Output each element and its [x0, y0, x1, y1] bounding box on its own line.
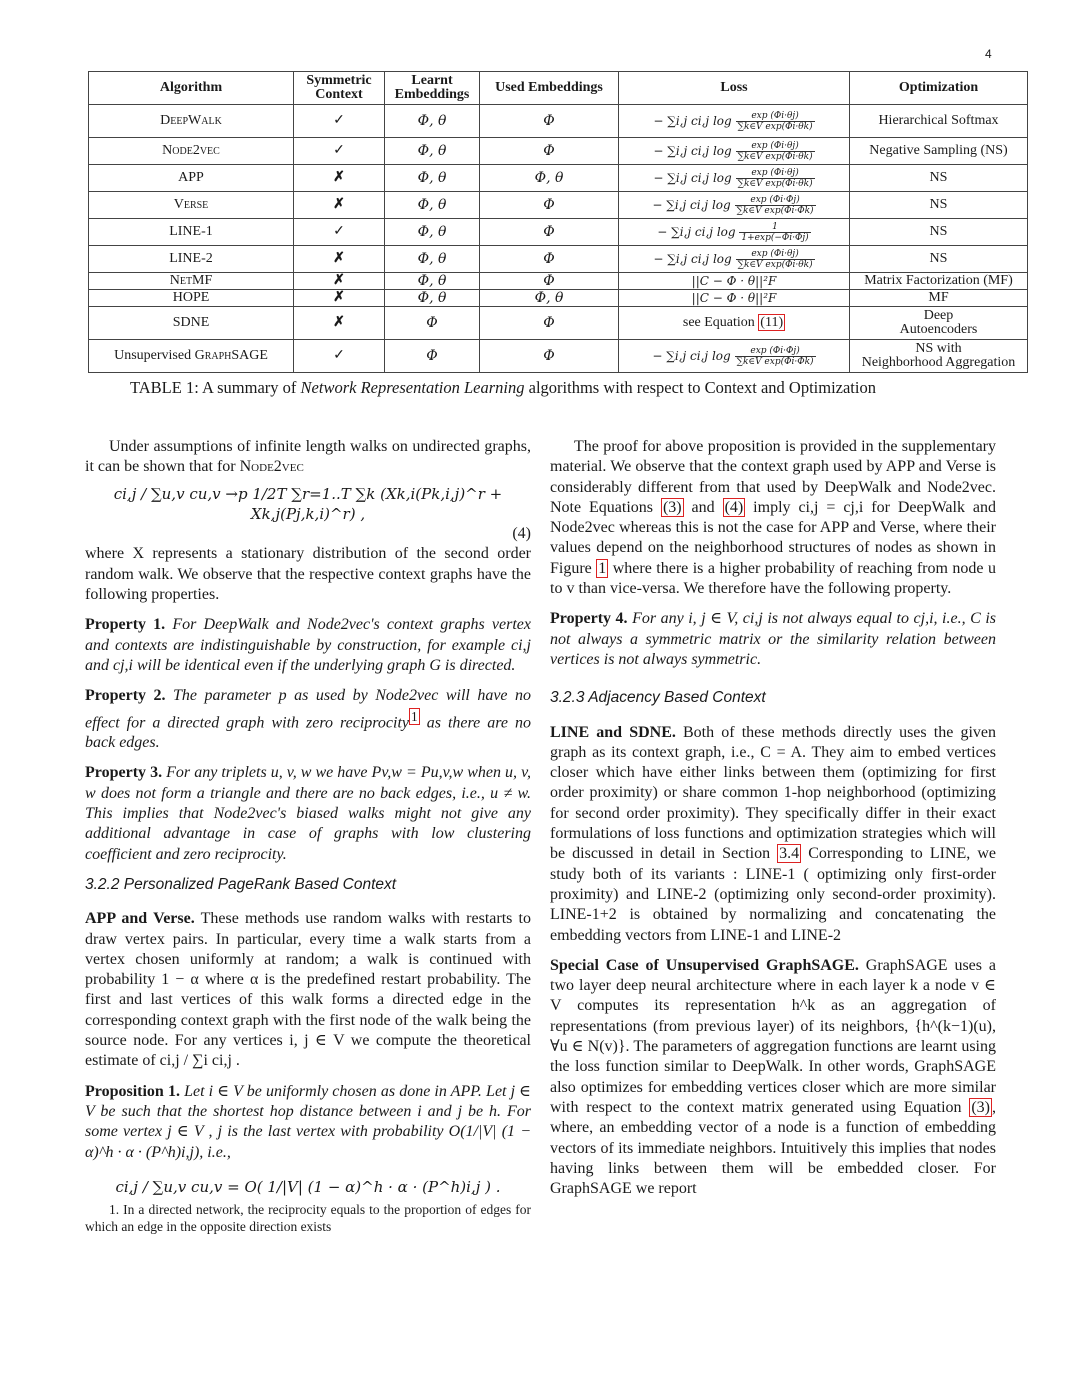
paragraph-stationary: where X represents a stationary distribution of the second order random walk. We observe that the respective context graphs have the following properties. — [85, 545, 531, 604]
loss-fraction — [736, 141, 815, 162]
cell-used: Φ, θ — [480, 165, 619, 192]
optimization-line-2: Neighborhood Aggregation — [861, 355, 1016, 370]
table-caption — [130, 378, 876, 398]
loss-numerator: exp (Φi·Φj) — [735, 346, 816, 357]
cell-algorithm: HOPE — [89, 290, 294, 307]
cell-loss — [619, 307, 850, 340]
proof-text-b: and — [683, 498, 723, 516]
property-2-text-end: as there are no back edges. — [85, 713, 531, 752]
cell-learnt: Φ, θ — [385, 138, 480, 165]
proposition-1-label: Proposition 1. — [85, 1082, 180, 1100]
table-row — [89, 307, 1028, 340]
cell-algorithm — [89, 340, 294, 373]
header-algorithm: Algorithm — [89, 72, 294, 105]
cell-optimization: Hierarchical Softmax — [850, 105, 1028, 138]
cell-learnt: Φ, θ — [385, 290, 480, 307]
intro-node2vec: Node2vec — [239, 458, 304, 476]
loss-fraction — [736, 111, 815, 132]
algorithm-name: GraphSAGE — [194, 348, 268, 363]
equation-ref-link[interactable]: (11) — [760, 315, 784, 330]
table-header-row — [89, 72, 1028, 105]
cross-icon: ✗ — [294, 290, 385, 307]
table-row — [89, 290, 1028, 307]
header-learnt-embeddings: Learnt Embeddings — [385, 72, 480, 105]
optimization-line-2: Autoencoders — [899, 322, 978, 337]
loss-prefix: − ∑i,j ci,j log — [653, 113, 732, 128]
property-4-label: Property 4. — [550, 610, 628, 628]
cell-algorithm: DeepWalk — [89, 105, 294, 138]
caption-suffix: algorithms with respect to Context and Optimization — [524, 378, 876, 397]
section-heading-3-2-2: 3.2.2 Personalized PageRank Based Context — [85, 875, 397, 893]
loss-denominator: ∑k∈V exp(Φi·θk) — [737, 178, 813, 189]
property-1-text: For DeepWalk and Node2vec's context graphs vertex and contexts are indistinguishable by construction, for example ci,j and cj,i will be identical even if the underlying graph G is directed. — [85, 616, 531, 674]
intro-text: Under assumptions of infinite length walks on undirected graphs, it can be shown that for — [85, 438, 531, 476]
optimization-line-1: Deep — [923, 308, 954, 323]
cell-used: Φ — [480, 219, 619, 246]
cross-icon: ✗ — [294, 192, 385, 219]
caption-prefix: TABLE 1: A summary of — [130, 378, 301, 397]
proof-text-a: The proof for above proposition is provided in the supplementary material. We observe that the context graph used by APP and Verse is considerably different from that used by DeepWalk and Node2vec. Note Equations — [550, 438, 996, 516]
loss-numerator: exp (Φi·θj) — [736, 249, 815, 260]
proof-text-d: where there is a higher probability of reaching from node u to v than vice-versa. We therefore have the following property. — [550, 559, 996, 598]
app-verse-text: These methods use random walks with restarts to draw vertex pairs. In particular, every time a walk starts from a vertex chosen uniformly at random; a walk is continued with probability 1 − α where α is the predefined restart probability. The first and last vertices of this walk forms a directed edge in the corresponding context graph with the first node of the walk being the source node. For any vertices i, j ∈ V we compute the theoretical estimate of ci,j / ∑i ci,j . — [85, 910, 532, 1070]
cell-loss — [619, 246, 850, 273]
section-3-4-ref-link[interactable]: 3.4 — [779, 845, 800, 863]
cell-learnt: Φ — [385, 340, 480, 373]
check-icon: ✓ — [294, 138, 385, 165]
loss-denominator: 1+exp(−Φi·Φj) — [741, 232, 809, 243]
cell-learnt: Φ — [385, 307, 480, 340]
cell-used: Φ — [480, 273, 619, 290]
cross-icon: ✗ — [294, 307, 385, 340]
equation-3-ref-link[interactable]: (3) — [662, 498, 682, 516]
property-3-text: For any triplets u, v, w we have Pv,w = Pu,v,w when u, v, w does not form a triangle and there are no back edges, i.e., u ≠ w. This implies that Node2vec's biased walks might not give any additional advantage in case of graphs with low clustering coefficient and zero reciprocity. — [85, 764, 532, 863]
cell-optimization: MF — [850, 290, 1028, 307]
loss-prefix: − ∑i,j ci,j log — [652, 197, 731, 212]
proposition-1 — [85, 1082, 531, 1163]
cell-used: Φ — [480, 105, 619, 138]
property-1 — [85, 615, 531, 676]
property-4 — [550, 609, 996, 670]
cell-learnt: Φ, θ — [385, 273, 480, 290]
table-row — [89, 340, 1028, 373]
loss-fraction — [739, 222, 810, 243]
table-row — [89, 219, 1028, 246]
cell-loss — [619, 138, 850, 165]
cell-optimization — [850, 307, 1028, 340]
cell-loss — [619, 192, 850, 219]
equation-4-number: (4) — [512, 525, 531, 543]
table-row — [89, 246, 1028, 273]
loss-prefix: − ∑i,j ci,j log — [652, 348, 731, 363]
paragraph-line-sdne — [550, 723, 996, 946]
equation-4 — [85, 484, 531, 525]
header-symmetric-context: Symmetric Context — [294, 72, 385, 105]
loss-denominator: ∑k∈V exp(Φi·Φk) — [736, 205, 814, 216]
cell-loss — [619, 219, 850, 246]
cell-loss — [619, 165, 850, 192]
loss-fraction — [736, 168, 815, 189]
section-heading-3-2-3: 3.2.3 Adjacency Based Context — [550, 689, 766, 707]
loss-numerator: 1 — [739, 222, 810, 233]
optimization-line-1: NS with — [915, 341, 962, 356]
left-column — [85, 437, 531, 1235]
cell-optimization: Negative Sampling (NS) — [850, 138, 1028, 165]
cell-used: Φ — [480, 246, 619, 273]
line-sdne-label: LINE and SDNE. — [550, 723, 676, 741]
algorithm-prefix: Unsupervised — [114, 348, 195, 363]
graphsage-text-b: , where, an embedding vector of a node is a function of embedding vectors of its immediate neighbors. Intuitively this implies that nodes having links between them will be embedded closer. For GraphSAGE we report — [550, 1098, 996, 1198]
loss-text: see Equation — [682, 315, 755, 330]
equation-4-body: ci,j / ∑u,v cu,v →p 1/2T ∑r=1..T ∑k (Xk,i(Pk,i,j)^r + Xk,j(Pj,k,i)^r) , — [113, 484, 503, 523]
property-2-text: The parameter p as used by Node2vec will have no effect for a directed graph with zero reciprocity — [85, 687, 532, 731]
figure-1-ref-link[interactable]: 1 — [598, 559, 607, 577]
cell-algorithm: NetMF — [89, 273, 294, 290]
loss-fraction — [735, 346, 816, 367]
cell-optimization: NS — [850, 192, 1028, 219]
property-4-text: For any i, j ∈ V, ci,j is not always equal to cj,i, i.e., C is not always a symmetric matrix or the similarity relation between vertices is not always symmetric. — [550, 610, 996, 668]
equation-4-ref-link[interactable]: (4) — [724, 498, 744, 516]
cross-icon: ✗ — [294, 246, 385, 273]
cell-loss: ||C − Φ · θ||²F — [619, 273, 850, 290]
loss-numerator: exp (Φi·θj) — [736, 168, 815, 179]
cross-icon: ✗ — [294, 273, 385, 290]
header-optimization: Optimization — [850, 72, 1028, 105]
cell-learnt: Φ, θ — [385, 219, 480, 246]
loss-numerator: exp (Φi·θj) — [736, 141, 815, 152]
cell-algorithm: SDNE — [89, 307, 294, 340]
loss-denominator: ∑k∈V exp(Φi·Φk) — [736, 356, 814, 367]
paragraph-proof — [550, 437, 996, 599]
loss-denominator: ∑k∈V exp(Φi·θk) — [737, 151, 813, 162]
page-number: 4 — [985, 47, 992, 61]
loss-prefix: − ∑i,j ci,j log — [653, 170, 732, 185]
property-2 — [85, 686, 531, 753]
header-used-embeddings: Used Embeddings — [480, 72, 619, 105]
cell-algorithm: LINE-2 — [89, 246, 294, 273]
check-icon: ✓ — [294, 219, 385, 246]
cell-optimization — [850, 340, 1028, 373]
loss-prefix: − ∑i,j ci,j log — [653, 143, 732, 158]
cell-algorithm: LINE-1 — [89, 219, 294, 246]
proposition-1-text: Let i ∈ V be uniformly chosen as done in APP. Let j ∈ V be such that the shortest hop distance between i and j be h. For some vertex j ∈ V , j is the last vertex with probability O(1/|V| (1 − α)^h · α · (P^h)i,j), i.e., — [85, 1082, 532, 1161]
cross-icon: ✗ — [294, 165, 385, 192]
property-3 — [85, 763, 531, 864]
cell-algorithm: Verse — [89, 192, 294, 219]
cell-loss: ||C − Φ · θ||²F — [619, 290, 850, 307]
header-loss: Loss — [619, 72, 850, 105]
loss-prefix: − ∑i,j ci,j log — [653, 251, 732, 266]
app-verse-label: APP and Verse. — [85, 910, 195, 928]
cell-used: Φ — [480, 340, 619, 373]
loss-prefix: − ∑i,j ci,j log — [657, 224, 736, 239]
cell-optimization: NS — [850, 246, 1028, 273]
cell-used: Φ — [480, 138, 619, 165]
cell-used: Φ — [480, 192, 619, 219]
cell-learnt: Φ, θ — [385, 246, 480, 273]
cell-optimization: NS — [850, 165, 1028, 192]
check-icon: ✓ — [294, 340, 385, 373]
paragraph-graphsage — [550, 956, 996, 1200]
graphsage-text-a: GraphSAGE uses a two layer deep neural architecture where in each layer k a node v ∈ V computes its representation h^k as an aggregation of representations (from previous layer) of its neighbors, {h^(k−1)(u), ∀u ∈ N(v)}. The parameters of aggregation functions are learnt using the loss function similar to DeepWalk. In other words, GraphSAGE also optimizes for embedding vertices closer which are more similar with respect to the context matrix generated using Equation — [550, 956, 997, 1116]
cell-algorithm: Node2vec — [89, 138, 294, 165]
footnote-1: 1. In a directed network, the reciprocity equals to the proportion of edges for which an edge in the opposite direction exists — [85, 1202, 531, 1235]
loss-fraction — [735, 195, 816, 216]
loss-denominator: ∑k∈V exp(Φi·θk) — [737, 121, 813, 132]
property-1-label: Property 1. — [85, 616, 166, 634]
loss-numerator: exp (Φi·Φj) — [735, 195, 816, 206]
cell-loss — [619, 105, 850, 138]
cell-optimization: Matrix Factorization (MF) — [850, 273, 1028, 290]
cell-used: Φ, θ — [480, 290, 619, 307]
table-row — [89, 192, 1028, 219]
cell-loss — [619, 340, 850, 373]
cell-algorithm: APP — [89, 165, 294, 192]
proposition-equation: ci,j / ∑u,v cu,v = O( 1/|V| (1 − α)^h · α · (P^h)i,j ) . — [115, 1177, 501, 1196]
loss-numerator: exp (Φi·θj) — [736, 111, 815, 122]
summary-table — [88, 71, 1028, 373]
table-row — [89, 138, 1028, 165]
cell-used: Φ — [480, 307, 619, 340]
cell-learnt: Φ, θ — [385, 105, 480, 138]
loss-denominator: ∑k∈V exp(Φi·θk) — [737, 259, 813, 270]
paragraph-intro — [85, 437, 531, 478]
property-3-label: Property 3. — [85, 764, 163, 782]
line-sdne-text-b: Corresponding to LINE, we study both of its variants : LINE-1 ( optimizing only first-order proximity) and LINE-2 (optimizing only second-order proximity). LINE-1+2 is obtained by normalizing and concatenating the embedding vectors from LINE-1 and LINE-2 — [550, 845, 996, 944]
proof-text-c: imply ci,j = cj,i for DeepWalk and Node2vec whereas this is not the case for APP and Verse, where their values depend on the neighborhood structures of nodes as shown in Figure — [550, 498, 996, 577]
table-row — [89, 165, 1028, 192]
cell-learnt: Φ, θ — [385, 165, 480, 192]
table-row — [89, 105, 1028, 138]
loss-fraction — [736, 249, 815, 270]
paragraph-app-verse — [85, 909, 531, 1071]
cell-learnt: Φ, θ — [385, 192, 480, 219]
caption-italic: Network Representation Learning — [300, 378, 525, 397]
graphsage-label: Special Case of Unsupervised GraphSAGE. — [550, 956, 859, 974]
check-icon: ✓ — [294, 105, 385, 138]
equation-3-ref-link[interactable]: (3) — [971, 1098, 990, 1116]
footnote-ref-link[interactable]: 1 — [411, 708, 418, 724]
cell-optimization: NS — [850, 219, 1028, 246]
line-sdne-text-a: Both of these methods directly uses the given graph as its context graph, i.e., C = A. They aim to embed vertices closer which have either links between them (optimizing for first order proximity) or share common 1-hop neighborhood (optimizing for second order proximity). They specifically differ in their exact formulations of loss functions and optimization strategies which will be discussed in detail in Section — [550, 723, 996, 863]
property-2-label: Property 2. — [85, 687, 166, 705]
right-column — [550, 437, 996, 1199]
table-row — [89, 273, 1028, 290]
